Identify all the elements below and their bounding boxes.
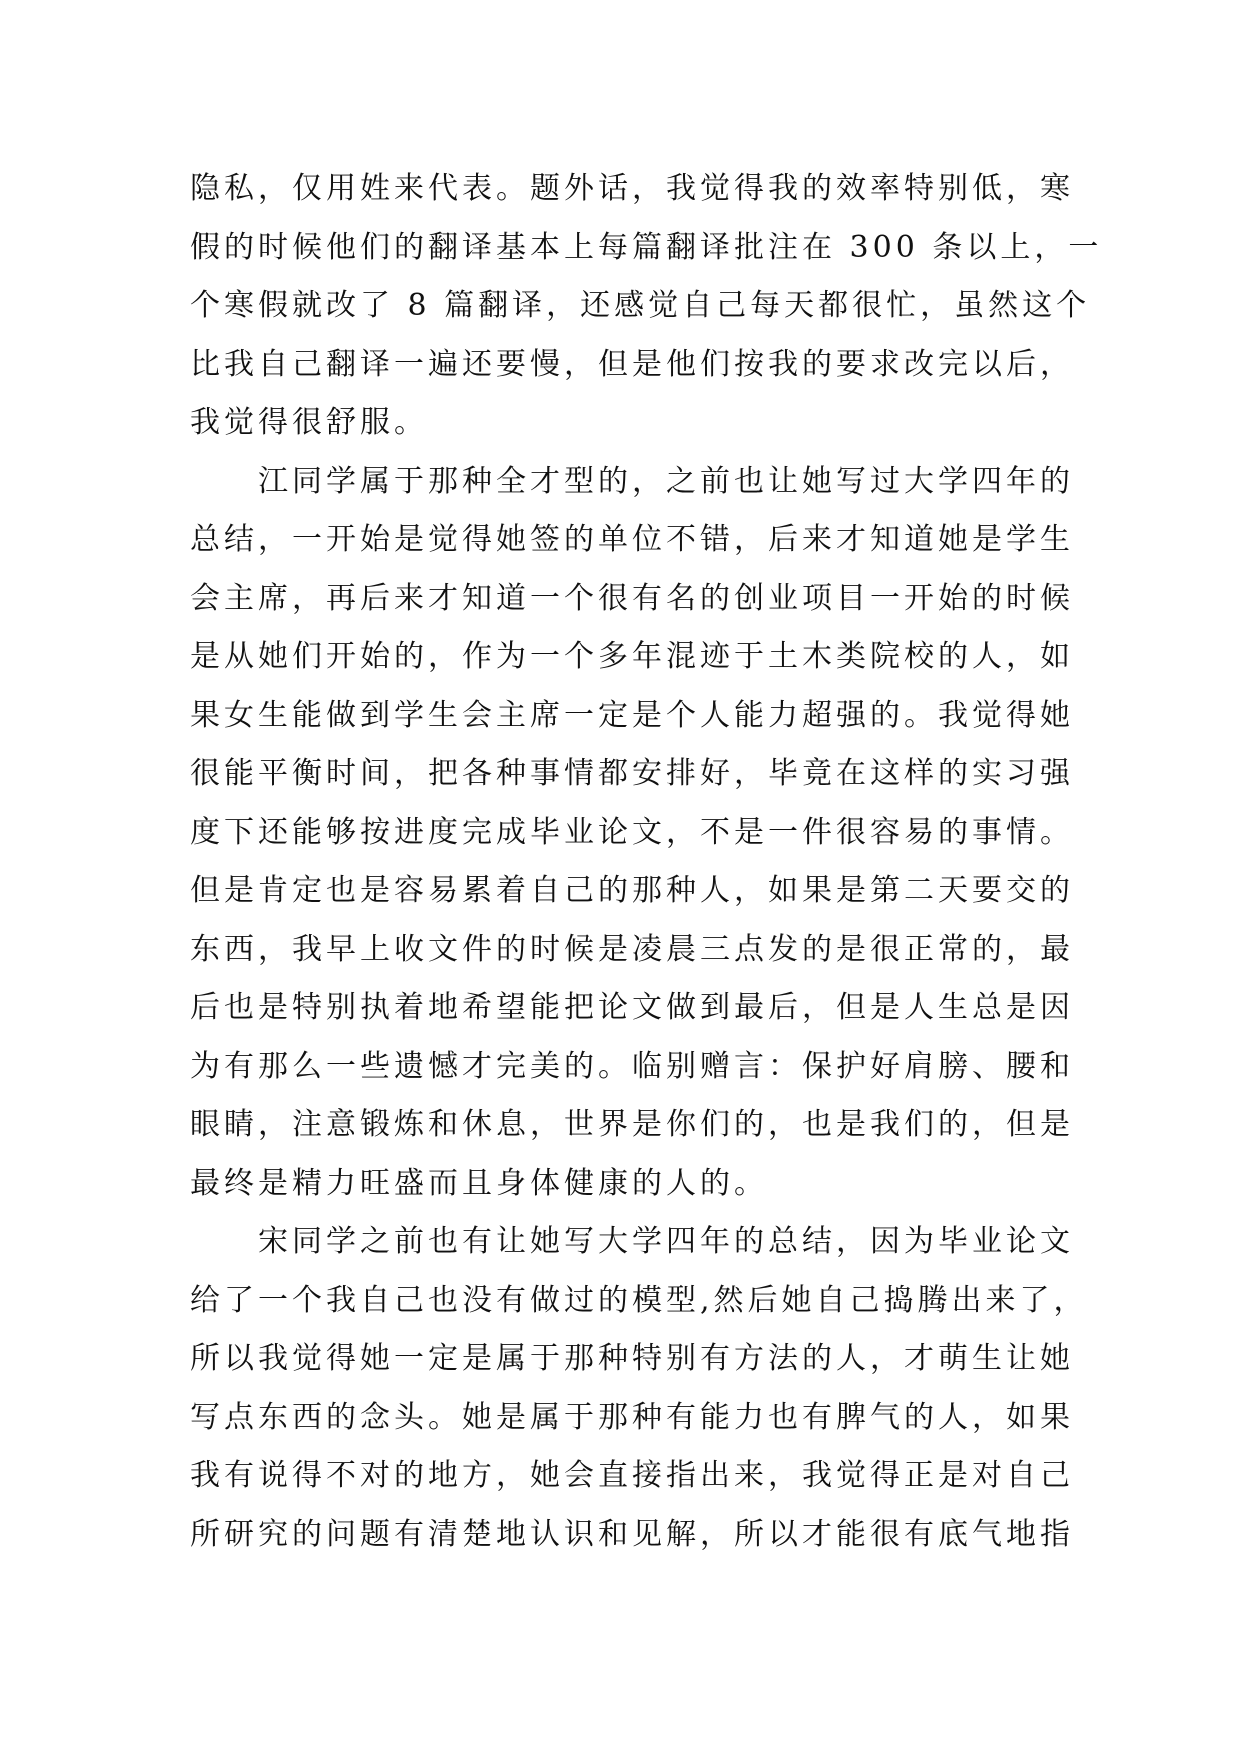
text-line: 江同学属于那种全才型的，之前也让她写过大学四年的 bbox=[258, 463, 1074, 499]
text-line: 比我自己翻译一遍还要慢，但是他们按我的要求改完以后， bbox=[190, 346, 1074, 382]
paragraph-3 bbox=[190, 1213, 1088, 1564]
text-line: 个寒假就改了 8 篇翻译，还感觉自己每天都很忙，虽然这个 bbox=[190, 288, 1091, 323]
text-line: 假的时候他们的翻译基本上每篇翻译批注在 300 条以上，一 bbox=[190, 229, 1103, 265]
text-line: 但是肯定也是容易累着自己的那种人，如果是第二天要交的 bbox=[190, 873, 1074, 908]
text-line: 隐私，仅用姓来代表。题外话，我觉得我的效率特别低，寒 bbox=[190, 171, 1074, 206]
text-line: 会主席，再后来才知道一个很有名的创业项目一开始的时候 bbox=[190, 580, 1074, 616]
text-line: 所研究的问题有清楚地认识和见解，所以才能很有底气地指 bbox=[190, 1516, 1074, 1552]
text-line: 我有说得不对的地方，她会直接指出来，我觉得正是对自己 bbox=[190, 1458, 1074, 1493]
text-line: 东西，我早上收文件的时候是凌晨三点发的是很正常的，最 bbox=[190, 931, 1074, 967]
text-line: 很能平衡时间，把各种事情都安排好，毕竟在这样的实习强 bbox=[190, 756, 1074, 791]
text-line: 写点东西的念头。她是属于那种有能力也有脾气的人，如果 bbox=[190, 1399, 1074, 1435]
text-line: 我觉得很舒服。 bbox=[190, 405, 428, 440]
paragraph-1 bbox=[190, 160, 1103, 453]
text-line: 后也是特别执着地希望能把论文做到最后，但是人生总是因 bbox=[190, 990, 1074, 1025]
text-line: 度下还能够按进度完成毕业论文，不是一件很容易的事情。 bbox=[190, 814, 1074, 850]
text-line: 最终是精力旺盛而且身体健康的人的。 bbox=[190, 1165, 768, 1201]
text-line: 宋同学之前也有让她写大学四年的总结，因为毕业论文 bbox=[258, 1224, 1074, 1259]
text-line: 为有那么一些遗憾才完美的。临别赠言：保护好肩膀、腰和 bbox=[190, 1048, 1074, 1084]
text-line: 是从她们开始的，作为一个多年混迹于土木类院校的人，如 bbox=[190, 639, 1074, 674]
text-line: 总结，一开始是觉得她签的单位不错，后来才知道她是学生 bbox=[190, 522, 1074, 557]
paragraph-2 bbox=[190, 453, 1074, 1214]
text-line: 给了一个我自己也没有做过的模型,然后她自己捣腾出来了， bbox=[190, 1282, 1088, 1318]
body-text bbox=[190, 160, 1103, 1564]
text-line: 眼睛，注意锻炼和休息，世界是你们的，也是我们的，但是 bbox=[190, 1107, 1074, 1142]
text-line: 果女生能做到学生会主席一定是个人能力超强的。我觉得她 bbox=[190, 697, 1074, 733]
text-line: 所以我觉得她一定是属于那种特别有方法的人，才萌生让她 bbox=[190, 1341, 1074, 1376]
